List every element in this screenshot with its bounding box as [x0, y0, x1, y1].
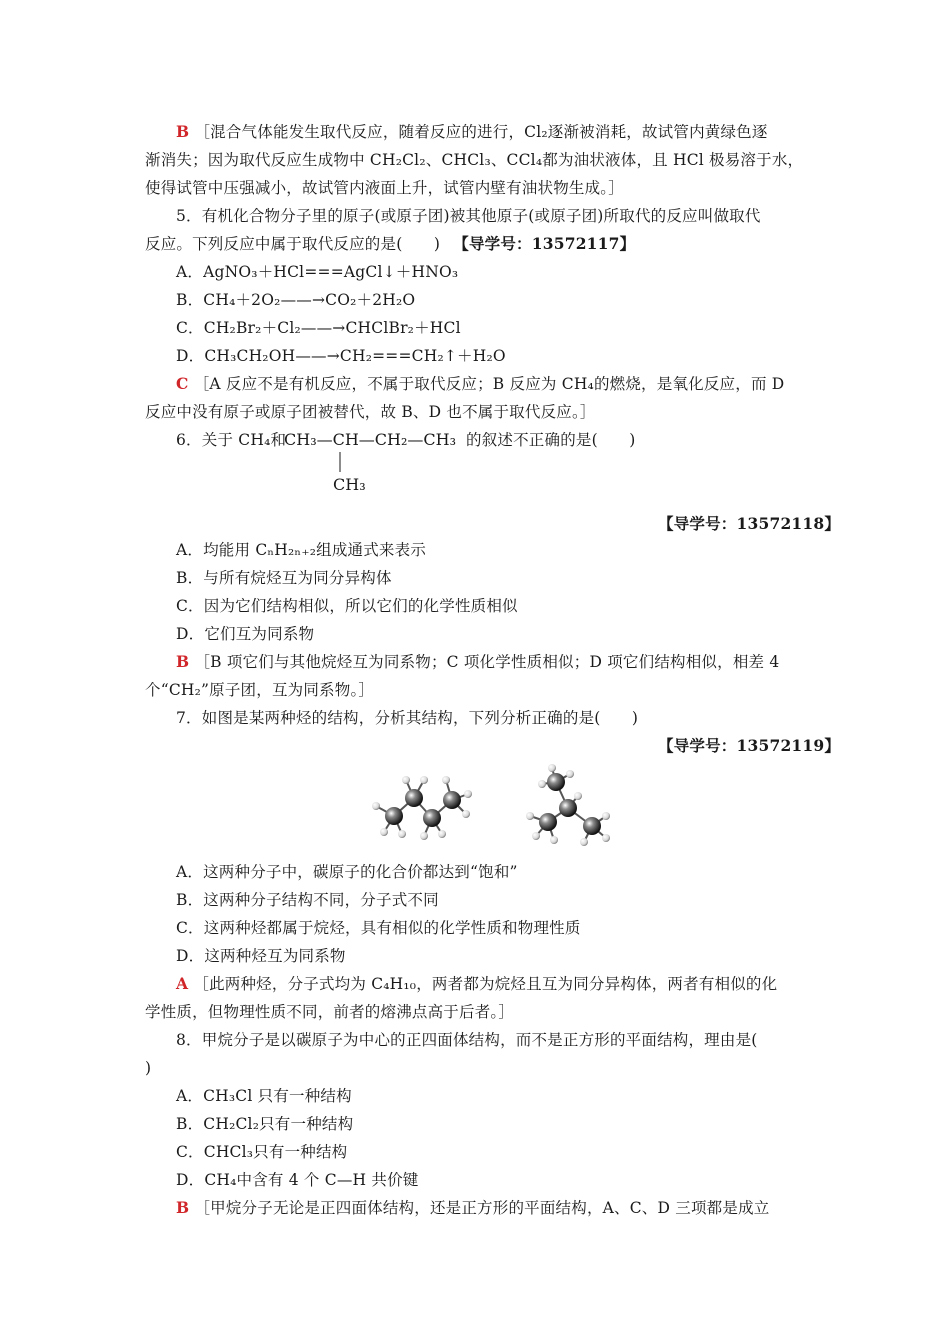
- q5-option-b: B．CH₄＋2O₂——→CO₂＋2H₂O: [176, 291, 416, 309]
- q8-option-c: C．CHCl₃只有一种结构: [176, 1143, 348, 1161]
- q6-structural-formula-branch: CH₃: [333, 475, 366, 494]
- q6-option-c: C．因为它们结构相似，所以它们的化学性质相似: [176, 597, 518, 615]
- q5-option-d: D．CH₃CH₂OH——→CH₂===CH₂↑＋H₂O: [176, 347, 506, 365]
- q6-stem-pre: 6．关于 CH₄和: [176, 431, 287, 449]
- q8-answer-line-1: [176, 1198, 769, 1218]
- q6-option-b: B．与所有烷烃互为同分异构体: [176, 569, 392, 587]
- q6-answer-text-1: ［B 项它们与其他烷烃互为同系物；C 项化学性质相似；D 项它们结构相似，相差 4: [194, 653, 780, 671]
- q5-option-a: A．AgNO₃＋HCl===AgCl↓＋HNO₃: [176, 263, 459, 281]
- q7-option-a: A．这两种分子中，碳原子的化合价都达到“饱和”: [176, 863, 518, 881]
- q8-answer-letter: B: [176, 1198, 190, 1217]
- q6-option-a: A．均能用 CₙH₂ₙ₊₂组成通式来表示: [176, 541, 427, 559]
- q7-answer-line-2: 学性质，但物理性质不同，前者的熔沸点高于后者。］: [145, 1003, 515, 1021]
- q8-option-b: B．CH₂Cl₂只有一种结构: [176, 1115, 354, 1133]
- q4-answer-line-3: 使得试管中压强减小，故试管内液面上升，试管内壁有油状物生成。］: [145, 179, 624, 197]
- n-butane-ball-stick-model: [366, 766, 476, 844]
- q7-option-c: C．这两种烃都属于烷烃，具有相似的化学性质和物理性质: [176, 919, 581, 937]
- q5-stem-line-2: [145, 234, 635, 254]
- q7-answer-line-1: [176, 974, 777, 994]
- q5-ref-number: 【导学号：13572117】: [453, 234, 636, 253]
- q8-stem-line-1: 8．甲烷分子是以碳原子为中心的正四面体结构，而不是正方形的平面结构，理由是(: [176, 1031, 758, 1049]
- q7-answer-letter: A: [176, 974, 189, 993]
- q7-option-b: B．这两种分子结构不同，分子式不同: [176, 891, 439, 909]
- q4-answer-line-1: [176, 122, 768, 142]
- q7-ref-text: 【导学号：13572119】: [658, 736, 841, 755]
- q5-answer-line-1: [176, 374, 784, 394]
- q4-answer-letter: B: [176, 122, 190, 141]
- q5-stem-text-2: 反应。下列反应中属于取代反应的是( ): [145, 235, 441, 253]
- q6-stem-post: 的叙述不正确的是( ): [466, 431, 636, 449]
- q6-option-d: D．它们互为同系物: [176, 625, 315, 643]
- q5-option-c: C．CH₂Br₂＋Cl₂——→CHClBr₂＋HCl: [176, 319, 461, 337]
- q5-answer-text-1: ［A 反应不是有机反应，不属于取代反应；B 反应为 CH₄的燃烧，是氧化反应，而 D: [193, 375, 785, 393]
- q5-answer-line-2: 反应中没有原子或原子团被替代，故 B、D 也不属于取代反应。］: [145, 403, 596, 421]
- q8-option-a: A．CH₃Cl 只有一种结构: [176, 1087, 352, 1105]
- q4-answer-line-2: 渐消失；因为取代反应生成物中 CH₂Cl₂、CHCl₃、CCl₄都为油状液体，且 HCl 极易溶于水，: [145, 151, 804, 169]
- q6-answer-letter: B: [176, 652, 190, 671]
- q7-answer-text-1: ［此两种烃，分子式均为 C₄H₁₀，两者都为烷烃且互为同分异构体，两者有相似的化: [193, 975, 778, 993]
- q6-branch-bond: [337, 452, 343, 474]
- q5-answer-letter: C: [176, 374, 189, 393]
- q8-option-d: D．CH₄中含有 4 个 C—H 共价键: [176, 1171, 419, 1189]
- q6-answer-line-1: [176, 652, 779, 672]
- q7-ref-number: [658, 736, 840, 756]
- q6-structural-formula-main: CH₃—CH—CH₂—CH₃: [284, 430, 457, 449]
- q7-option-d: D．这两种烃互为同系物: [176, 947, 346, 965]
- q6-ref-number: [658, 514, 840, 534]
- q6-ref-text: 【导学号：13572118】: [658, 514, 841, 533]
- isobutane-ball-stick-model: [522, 762, 614, 848]
- q8-answer-text-1: ［甲烷分子无论是正四面体结构，还是正方形的平面结构，A、C、D 三项都是成立: [194, 1199, 770, 1217]
- q6-answer-line-2: 个“CH₂”原子团，互为同系物。］: [145, 681, 375, 699]
- q4-answer-text-1: ［混合气体能发生取代反应，随着反应的进行，Cl₂逐渐被消耗，故试管内黄绿色逐: [194, 123, 768, 141]
- q7-stem: 7．如图是某两种烃的结构，分析其结构，下列分析正确的是( ): [176, 709, 639, 727]
- q5-stem-line-1: 5．有机化合物分子里的原子(或原子团)被其他原子(或原子团)所取代的反应叫做取代: [176, 207, 761, 225]
- q8-stem-line-2: ): [145, 1059, 152, 1077]
